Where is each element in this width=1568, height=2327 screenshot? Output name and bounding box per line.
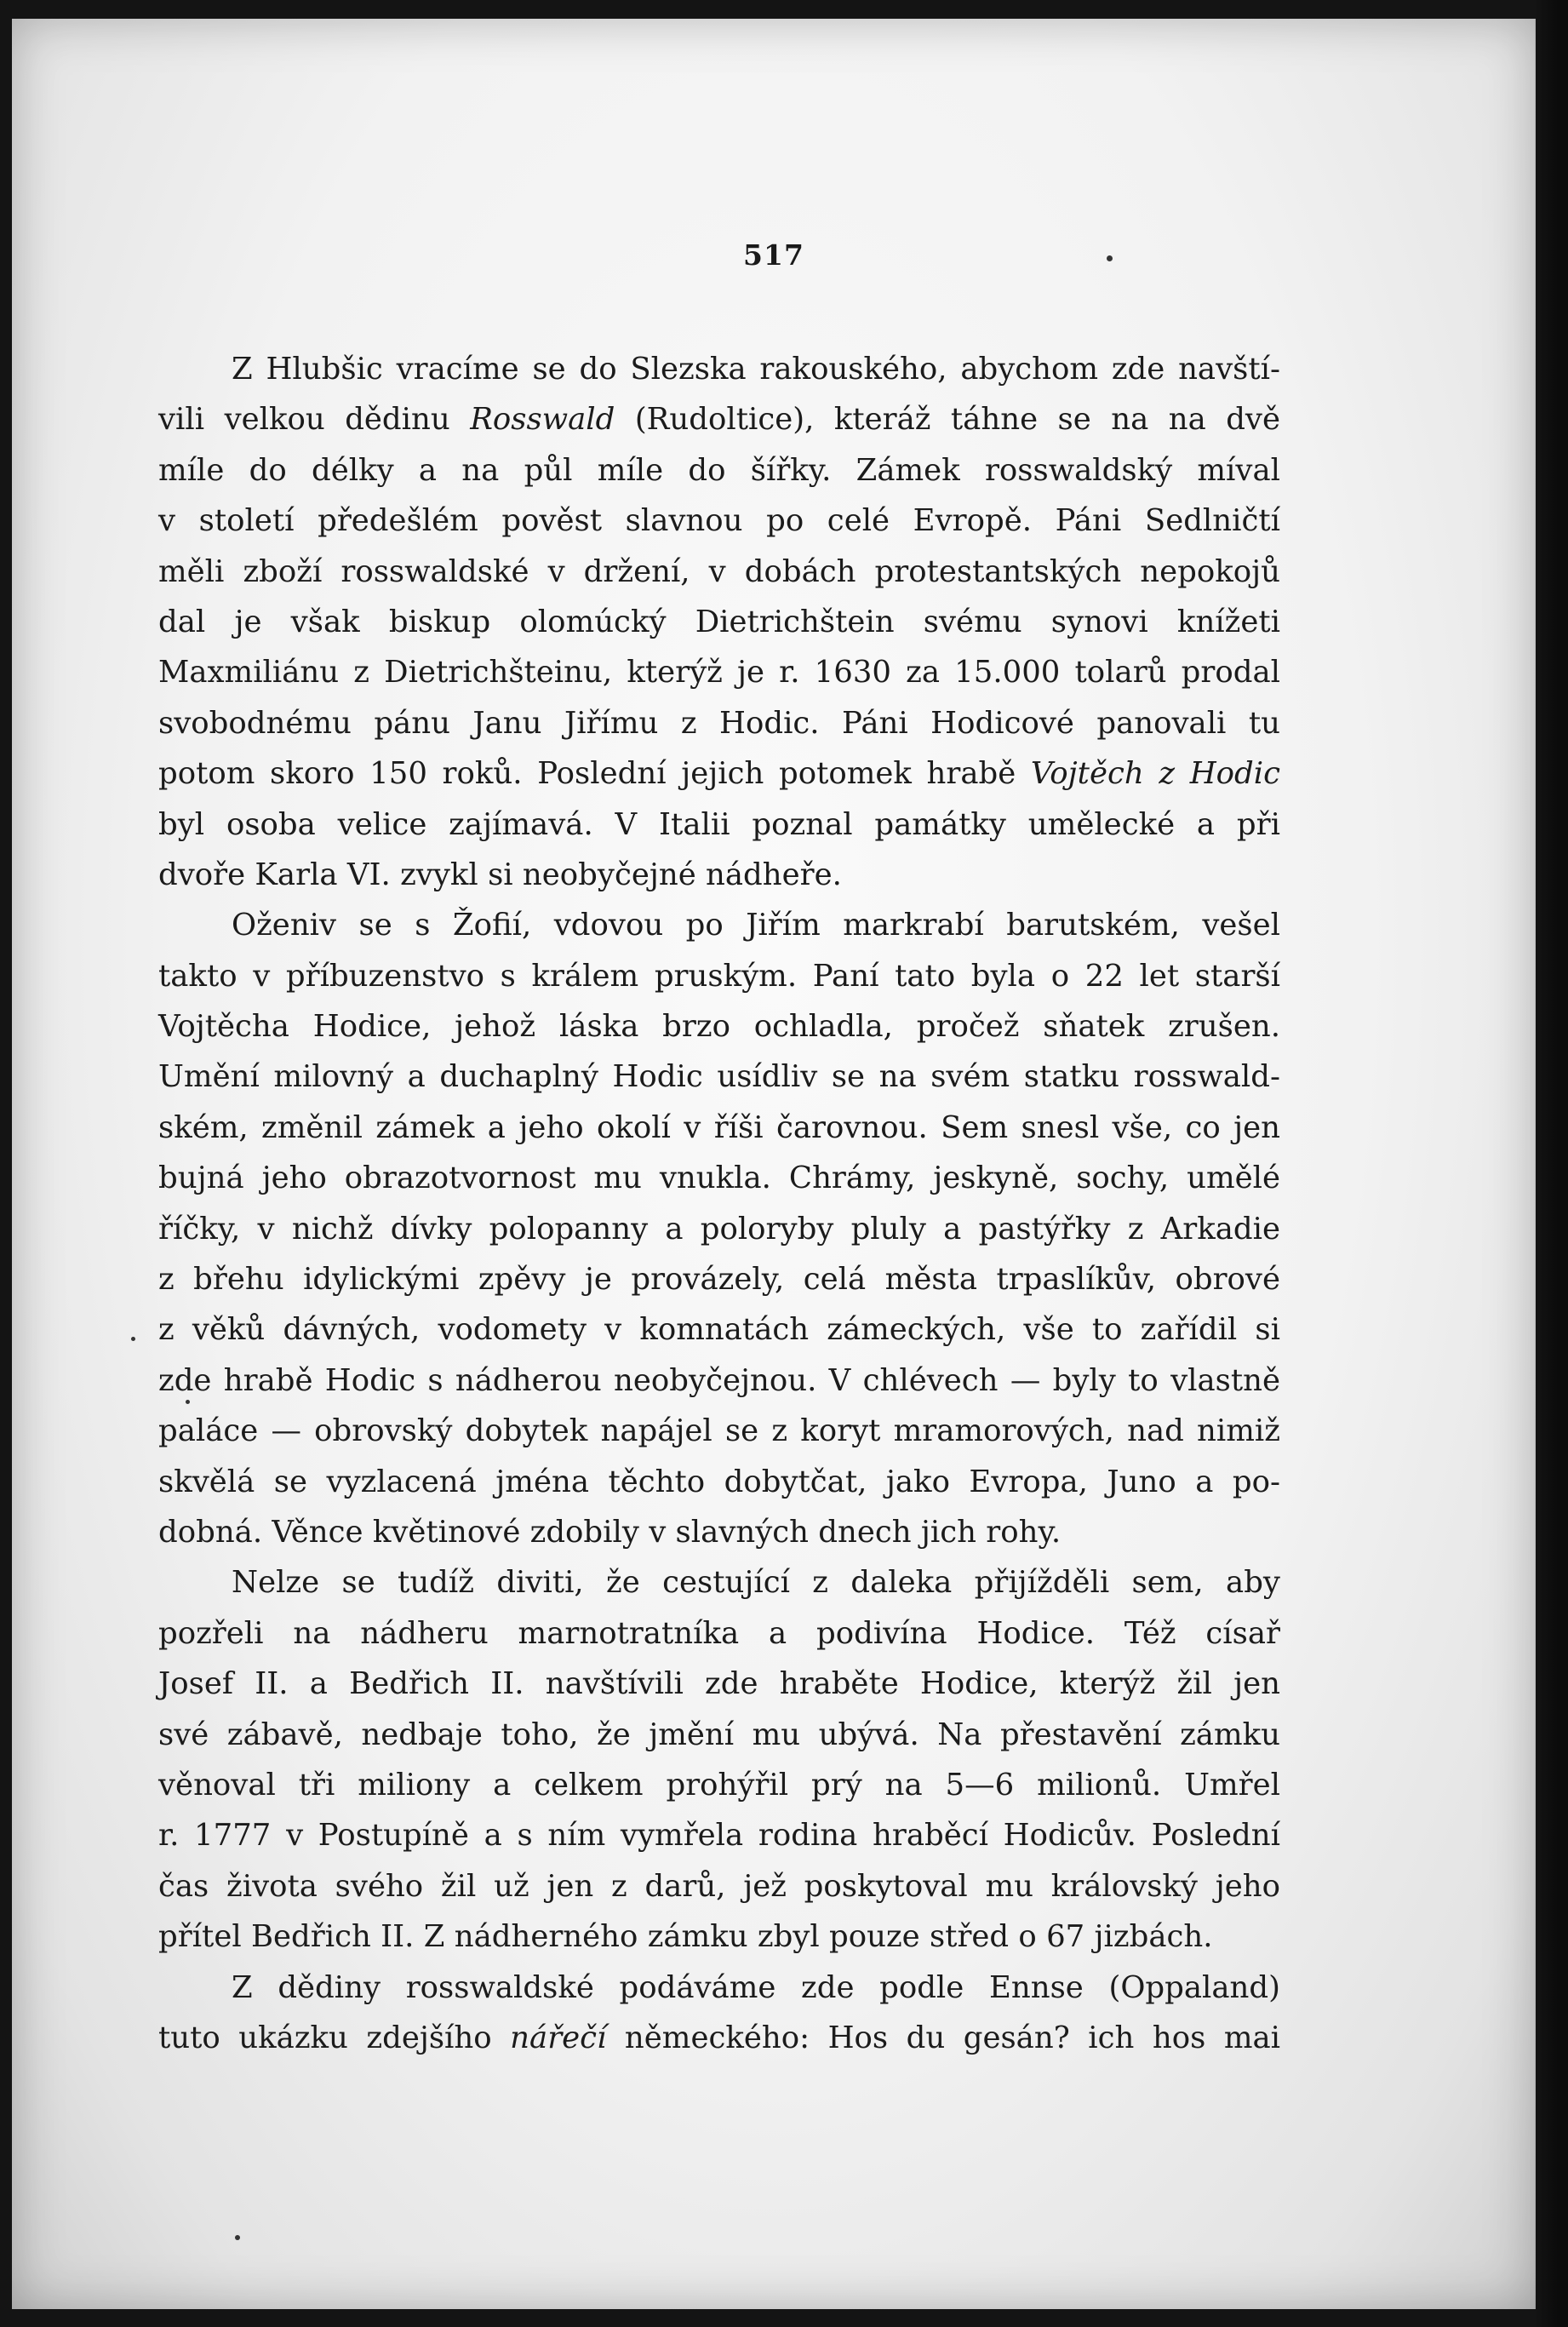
text-line: Oženiv se s Žofií, vdovou po Jiřím markrabí barutském, vešel [232, 908, 1280, 943]
text-run: německého: Hos du gesán? ich hos mai [606, 2020, 1280, 2055]
text-line: svobodnému pánu Janu Jiřímu z Hodic. Páni Hodicové panovali tu [158, 705, 1280, 741]
text-line [158, 394, 1280, 444]
text-run: (Rudoltice), kteráž táhne se na na dvě [615, 402, 1280, 438]
text-line: říčky, v nichž dívky polopanny a poloryby pluly a pastýřky z Arkadie [158, 1211, 1280, 1247]
text-line: věnoval tři miliony a celkem prohýřil prý na 5—6 milionů. Umřel [158, 1767, 1280, 1803]
emphasis-nareci: nářečí [510, 2020, 607, 2055]
text-line: dvoře Karla VI. zvykl si neobyčejné nádheře. [158, 857, 842, 892]
text-line: Josef II. a Bedřich II. navštívili zde hraběte Hodice, kterýž žil jen [158, 1666, 1280, 1702]
text-line: Nelze se tudíž diviti, že cestující z daleka přijížděli sem, aby [232, 1565, 1280, 1601]
text-line: své zábavě, nedbaje toho, že jmění mu ubývá. Na přestavění zámku [158, 1717, 1280, 1752]
text-line: bujná jeho obrazotvornost mu vnukla. Chrámy, jeskyně, sochy, umělé [158, 1161, 1280, 1196]
text-line: přítel Bedřich II. Z nádherného zámku zbyl pouze střed o 67 jizbách. [158, 1919, 1213, 1955]
text-line: z břehu idylickými zpěvy je provázely, celá města trpaslíkův, obrové [158, 1262, 1280, 1298]
text-line: zde hrabě Hodic s nádherou neobyčejnou. V chlévech — byly to vlastně [158, 1362, 1280, 1398]
text-line: v století předešlém pověst slavnou po celé Evropě. Páni Sedlničtí [158, 503, 1280, 539]
emphasis-rosswald: Rosswald [470, 402, 615, 438]
text-line: Z Hlubšic vracíme se do Slezska rakouského, abychom zde navští- [232, 352, 1280, 387]
text-line: Vojtěcha Hodice, jehož láska brzo ochladla, pročež sňatek zrušen. [158, 1009, 1280, 1045]
text-line: Maxmiliánu z Dietrichšteinu, kterýž je r. 1630 za 15.000 tolarů prodal [158, 655, 1280, 691]
text-line: byl osoba velice zajímavá. V Italii poznal památky umělecké a při [158, 806, 1280, 842]
text-line: paláce — obrovský dobytek napájel se z koryt mramorových, nad nimiž [158, 1413, 1280, 1449]
paper-sheet [12, 19, 1536, 2309]
text-line: dobná. Věnce květinové zdobily v slavných dnech jich rohy. [158, 1514, 1062, 1550]
scan-speck [131, 1337, 135, 1341]
text-line: z věků dávných, vodomety v komnatách zámeckých, vše to zařídil si [158, 1312, 1280, 1348]
text-run: potom skoro 150 roků. Poslední jejich potomek hrabě [158, 756, 1031, 792]
text-line: pozřeli na nádheru marnotratníka a podivína Hodice. Též císař [158, 1615, 1280, 1651]
text-line: takto v příbuzenstvo s králem pruským. Paní tato byla o 22 let starší [158, 958, 1280, 994]
text-line [158, 748, 1280, 799]
text-line [158, 2013, 1280, 2063]
emphasis-vojtech: Vojtěch z Hodic [1030, 756, 1280, 792]
scan-speck [186, 1400, 190, 1404]
text-line: Umění milovný a duchaplný Hodic usídliv se na svém statku rosswald- [158, 1059, 1280, 1095]
text-line: Z dědiny rosswaldské podáváme zde podle Ennse (Oppaland) [232, 1969, 1280, 2005]
text-line: skvělá se vyzlacená jména těchto dobytčat, jako Evropa, Juno a po- [158, 1464, 1280, 1499]
text-line: míle do délky a na půl míle do šířky. Zámek rosswaldský míval [158, 452, 1280, 488]
text-line: r. 1777 v Postupíně a s ním vymřela rodina hraběcí Hodicův. Poslední [158, 1818, 1280, 1854]
scan-speck [235, 2235, 240, 2240]
text-line: dal je však biskup olomúcký Dietrichštein svému synovi knížeti [158, 604, 1280, 639]
body-text [158, 344, 1280, 2063]
text-line: ském, změnil zámek a jeho okolí v říši čarovnou. Sem snesl vše, co jen [158, 1109, 1280, 1145]
text-run: tuto ukázku zdejšího [158, 2020, 511, 2055]
text-run: vili velkou dědinu [158, 402, 471, 438]
text-line: čas života svého žil už jen z darů, jež poskytoval mu královský jeho [158, 1868, 1280, 1904]
page-number: 517 [743, 238, 804, 272]
scan-edge-shadow [1534, 0, 1568, 2327]
scan-speck [1107, 255, 1113, 261]
text-line: měli zboží rosswaldské v držení, v dobách protestantských nepokojů [158, 553, 1280, 589]
